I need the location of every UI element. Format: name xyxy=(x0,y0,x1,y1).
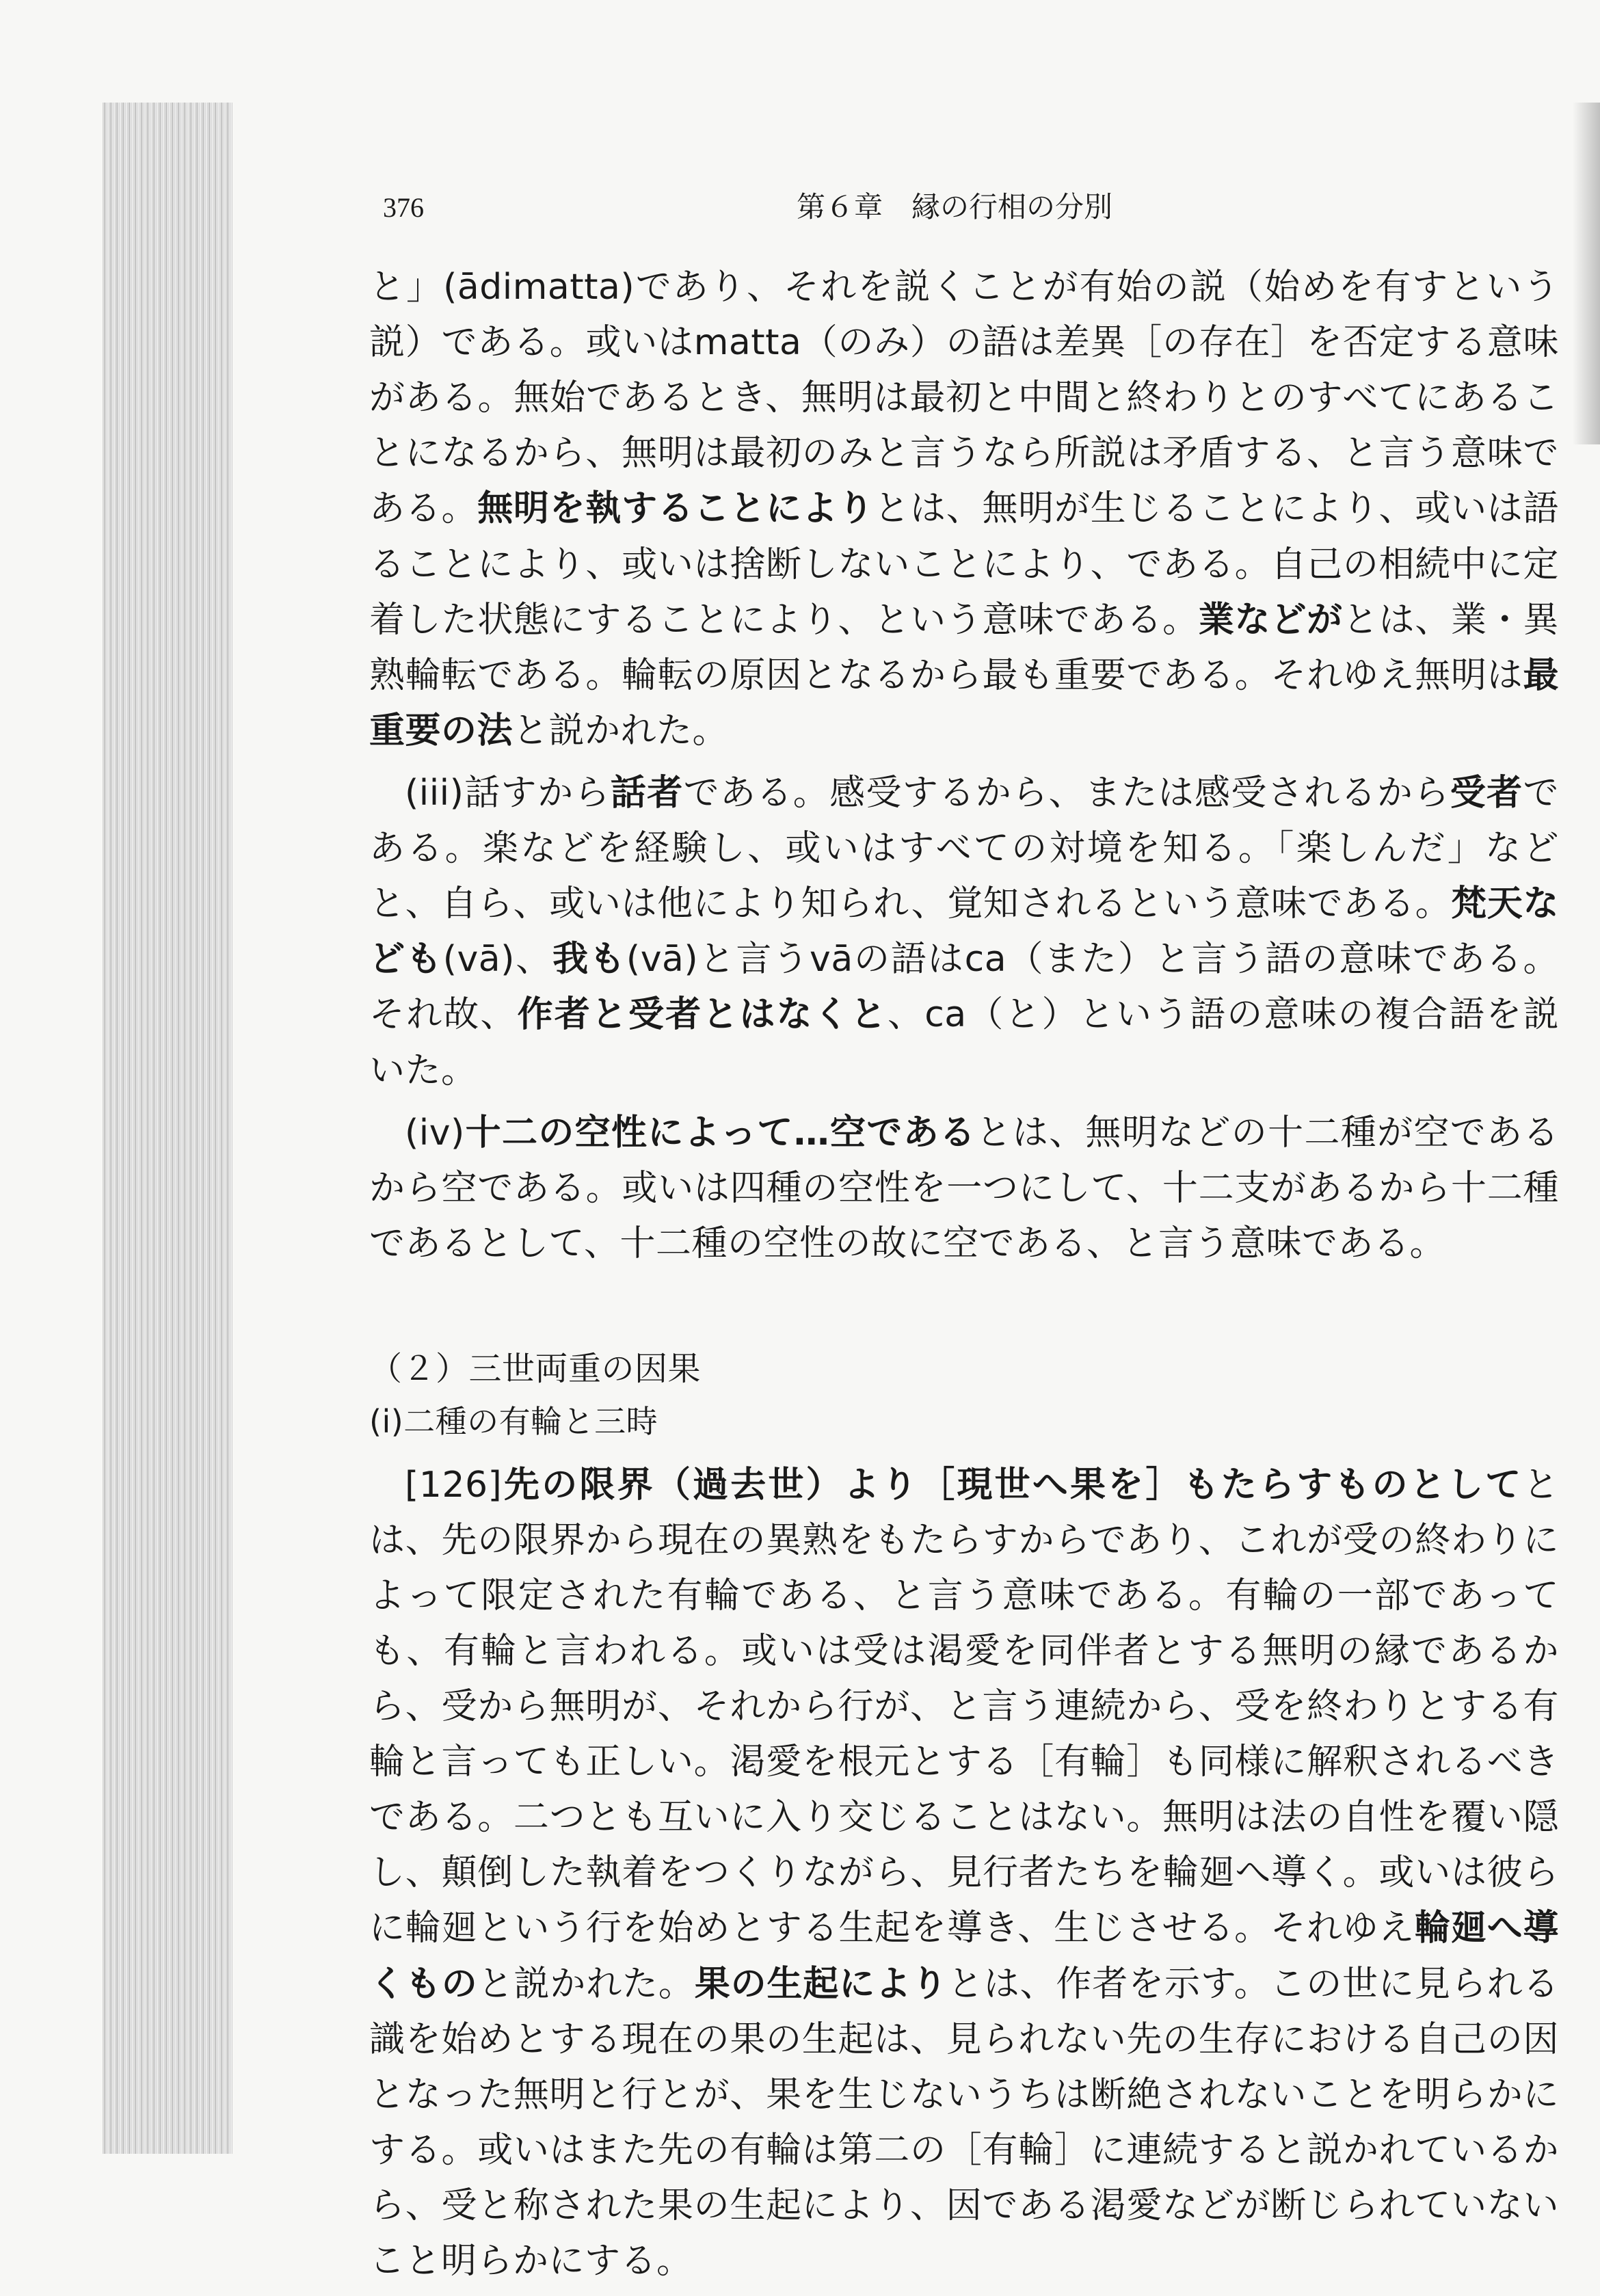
bold-term: 梵天なども xyxy=(369,883,1559,980)
scan-edge-shadow xyxy=(1573,103,1600,444)
bold-term: 業などが xyxy=(1198,599,1343,641)
text-segment: と」(ādimatta)であり、それを説くことが有始の説（始めを有すという説）である。或いはmatta（のみ）の語は差異［の存在］を否定する意味がある。無始であるとき、無明は最初と中間と終わりとのすべてにあることになるから、無明は最初のみと言うなら所説は矛盾する、と言う意味である。 xyxy=(369,267,1559,530)
section-gap xyxy=(369,1279,1559,1344)
bold-term: 無明を執することにより xyxy=(477,488,875,530)
text-segment: (vā)と言うvāの語はca（また）と言う語の意味である。それ故、 xyxy=(369,939,1559,1036)
bold-term: 最重要の法 xyxy=(369,654,1559,751)
paragraph-group-1 xyxy=(369,260,1559,1272)
sub-heading: (i)二種の有輪と三時 xyxy=(369,1402,658,1440)
bold-term: 我も xyxy=(552,939,626,980)
bold-term: 作者と受者とはなくと xyxy=(517,994,888,1036)
text-segment: である。感受するから、または感受されるから xyxy=(683,772,1450,814)
text-segment: と説かれた。 xyxy=(477,1963,695,2005)
text-segment: とは、業・異熟輪転である。輪転の原因となるから最も重要である。それゆえ無明は xyxy=(369,599,1559,696)
scan-binding-shadow xyxy=(103,103,232,2154)
text-segment: 、ca（と）という語の意味の複合語を説いた。 xyxy=(369,994,1559,1091)
bold-term: 果の生起により xyxy=(694,1963,948,2005)
text-segment: とは、先の限界から現在の異熟をもたらすからであり、これが受の終わりによって限定された有輪である、と言う意味である。有輪の一部であっても、有輪と言われる。或いは受は渇愛を同伴者とする無明の縁であるから、受から無明が、それから行が、と言う連続から、受を終わりとする有輪と言っても正しい。渇愛を根元とする［有輪］も同様に解釈されるべきである。二つとも互いに入り交じることはない。無明は法の自性を覆い隠し、顛倒した執着をつくりながら、見行者たちを輪廻へ導く。或いは彼らに輪廻という行を始めとする生起を導き、生じさせる。それゆえ xyxy=(369,1464,1559,1949)
text-segment: と説かれた。 xyxy=(513,710,729,751)
paragraph xyxy=(369,766,1559,1099)
bold-term: 話者 xyxy=(610,772,684,814)
text-segment: [126] xyxy=(405,1464,503,1506)
bold-term: 先の限界（過去世）より［現世へ果を］もたらすものとして xyxy=(502,1464,1523,1506)
page-header xyxy=(383,185,1545,232)
section-heading: （２）三世両重の因果 xyxy=(369,1349,702,1388)
text-segment: (vā)、 xyxy=(442,939,553,980)
page-number: 376 xyxy=(383,192,424,223)
paragraph xyxy=(369,260,1559,759)
bold-term: 輪廻へ導くもの xyxy=(369,1908,1559,2005)
text-segment: とは、無明が生じることにより、或いは語ることにより、或いは捨断しないことにより、である。自己の相続中に定着した状態にすることにより、という意味である。 xyxy=(369,488,1559,641)
text-segment: とは、作者を示す。この世に見られる識を始めとする現在の果の生起は、見られない先の生存における自己の因となった無明と行とが、果を生じないうちは断絶されないことを明らかにする。或いはまた先の有輪は第二の［有輪］に連続すると説かれているから、受と称された果の生起により、因である渇愛などが断じられていないこと明らかにする。 xyxy=(369,1963,1559,2282)
text-segment: (iii)話すから xyxy=(405,772,611,814)
body-text xyxy=(369,260,1559,2296)
bold-term: 十二の空性によって…空である xyxy=(464,1112,976,1153)
text-segment: とは、無明などの十二種が空であるから空である。或いは四種の空性を一つにして、十二支があるから十二種であるとして、十二種の空性の故に空である、と言う意味である。 xyxy=(369,1112,1559,1264)
paragraph xyxy=(369,1458,1559,2290)
paragraph-group-2 xyxy=(369,1458,1559,2290)
paragraph xyxy=(369,1106,1559,1272)
text-segment: である。楽などを経験し、或いはすべての対境を知る。「楽しんだ」などと、自ら、或いは他により知られ、覚知されるという意味である。 xyxy=(369,772,1559,925)
text-segment: (iv) xyxy=(405,1112,465,1153)
running-title: 第６章 縁の行相の分別 xyxy=(797,190,1113,224)
bold-term: 受者 xyxy=(1450,772,1523,814)
